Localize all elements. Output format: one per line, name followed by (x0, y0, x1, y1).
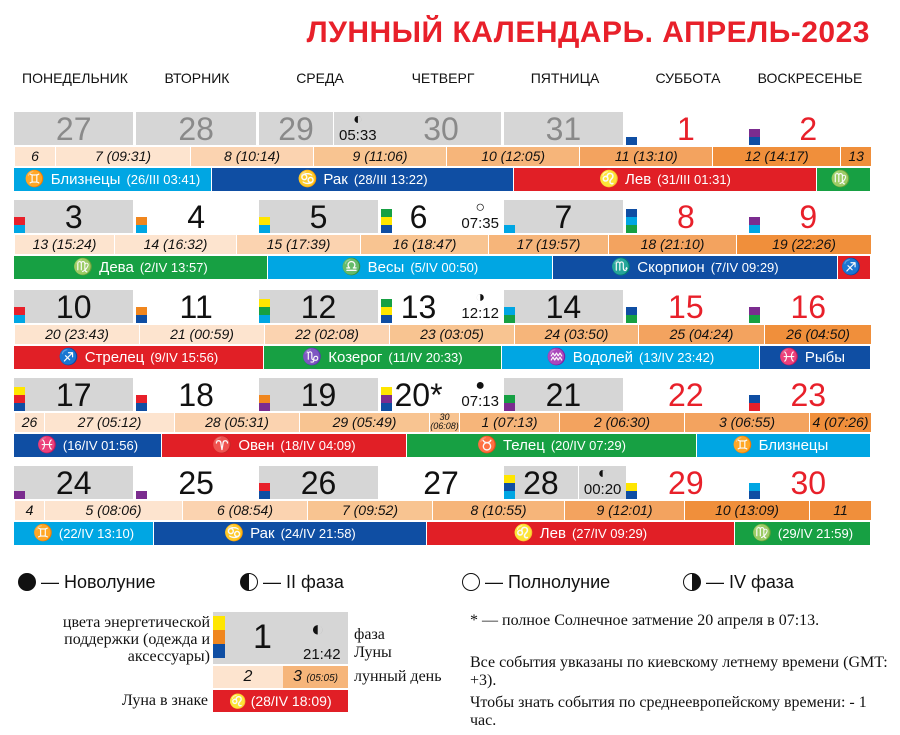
energy-color-markers (504, 395, 515, 411)
day-cell (259, 290, 378, 323)
lunar-day: 11 (809, 501, 871, 520)
zodiac-sign-icon: ♊ (32, 525, 53, 542)
moon-phase-icon: ○ (475, 199, 486, 216)
day-number: 22 (668, 378, 704, 411)
zodiac-entry-date: (20/IV 07:29) (550, 438, 626, 453)
energy-color-markers (749, 217, 760, 233)
day-number: 23 (790, 378, 827, 411)
day-number: 28 (178, 112, 214, 145)
zodiac-entry-date: (7/IV 09:29) (710, 260, 779, 275)
day-number: 3 (64, 200, 83, 233)
weekday-label: ВОСКРЕСЕНЬЕ (757, 70, 863, 86)
zodiac-sign-name: Близнецы (50, 171, 121, 188)
day-number: 20* (394, 378, 443, 411)
zodiac-segment (553, 256, 837, 279)
moon-phase-time: 07:13 (461, 393, 499, 410)
day-number: 14 (545, 290, 582, 323)
day-cell (504, 200, 623, 233)
lunar-day: 30 (06:08) (430, 413, 459, 431)
legend-full-moon (462, 572, 610, 593)
moon-phase (457, 290, 504, 323)
day-number: 15 (668, 290, 704, 323)
lunar-day: 2 (06:30) (559, 413, 684, 432)
lunar-day: 17 (19:57) (488, 235, 608, 254)
moon-phase-time: 07:35 (461, 215, 499, 232)
day-cell (136, 112, 255, 145)
day-cell (259, 112, 333, 145)
day-number: 27 (55, 112, 92, 145)
zodiac-sign-name: Дева (99, 259, 134, 276)
day-cell (136, 290, 255, 323)
day-cell (136, 378, 255, 411)
legend-last-quarter-label: — IV фаза (706, 572, 794, 592)
lunar-day: 8 (10:55) (432, 501, 564, 520)
zodiac-sign-name: Рак (250, 525, 275, 542)
moon-phase-icon: ◐ (352, 111, 363, 128)
day-cell (626, 466, 745, 499)
lunar-day: 10 (13:09) (684, 501, 809, 520)
moon-phase (457, 200, 504, 233)
day-cell (504, 378, 623, 411)
zodiac-sign-name: Овен (238, 437, 275, 454)
sample-lunar-day-label: лунный день (354, 668, 442, 685)
day-cell (381, 290, 455, 323)
energy-color-markers (259, 395, 270, 411)
legend-full-moon-label: — Полнолуние (485, 572, 611, 592)
zodiac-sign-icon: ♓ (36, 437, 57, 454)
zodiac-segment (502, 346, 759, 369)
energy-color-markers (136, 217, 147, 233)
day-cell (259, 200, 378, 233)
sample-sign-date: (28/IV 18:09) (250, 693, 332, 709)
day-number: 30 (423, 112, 459, 145)
day-cell (626, 290, 745, 323)
sample-lunar-day-a: 2 (213, 666, 283, 688)
day-cell (136, 466, 255, 499)
day-number: 28 (523, 466, 559, 499)
new-moon-icon (18, 573, 36, 591)
day-cell (749, 112, 868, 145)
day-cell (14, 290, 133, 323)
zodiac-sign-icon: ♈ (212, 437, 233, 454)
lunar-day: 5 (08:06) (44, 501, 182, 520)
day-number: 5 (309, 200, 328, 233)
day-number: 11 (179, 290, 213, 323)
lunar-day: 12 (14:17) (712, 147, 840, 166)
zodiac-entry-date: (9/IV 15:56) (150, 350, 219, 365)
moon-phase-icon: ◐ (597, 465, 608, 482)
zodiac-sign-name: Рыбы (804, 349, 846, 366)
day-cell (136, 200, 255, 233)
zodiac-segment (14, 434, 161, 457)
moon-phase-time: 12:12 (461, 305, 499, 322)
day-cell (381, 466, 500, 499)
lunar-day: 21 (00:59) (139, 325, 264, 344)
sample-sign-bar (213, 690, 348, 712)
lunar-day: 18 (21:10) (608, 235, 736, 254)
moon-phase-icon: ◑ (475, 289, 486, 306)
zodiac-entry-date: (5/IV 00:50) (410, 260, 479, 275)
day-number: 13 (400, 290, 437, 323)
weekday-label: ВТОРНИК (164, 70, 230, 86)
energy-color-markers (626, 483, 637, 499)
sample-day-number: 1 (253, 618, 272, 656)
day-cell (259, 378, 378, 411)
weekday-label: ПОНЕДЕЛЬНИК (22, 70, 128, 86)
weekday-label: СРЕДА (296, 70, 344, 86)
zodiac-segment (514, 168, 816, 191)
zodiac-entry-date: (24/IV 21:58) (280, 526, 356, 541)
energy-color-markers (504, 225, 515, 233)
zodiac-entry-date: (22/IV 13:10) (58, 526, 135, 541)
day-number: 25 (178, 466, 214, 499)
day-cell (14, 112, 133, 145)
zodiac-segment (162, 434, 406, 457)
legend-last-quarter (683, 572, 794, 593)
legend-first-quarter (240, 572, 344, 593)
zodiac-sign-icon: ♏ (611, 259, 632, 276)
sample-sign-icon: ♌ (229, 693, 247, 709)
energy-color-markers (504, 475, 515, 499)
moon-phase (334, 112, 381, 145)
moon-phase-time: 00:20 (583, 481, 622, 498)
zodiac-segment (407, 434, 696, 457)
zodiac-sign-icon: ♒ (546, 349, 567, 366)
zodiac-sign-icon: ♊ (24, 171, 45, 188)
full-moon-icon (462, 573, 480, 591)
weekday-label: СУББОТА (655, 70, 721, 86)
zodiac-segment (427, 522, 734, 545)
day-cell (504, 290, 623, 323)
day-cell (381, 112, 500, 145)
weekday-label: ЧЕТВЕРГ (411, 70, 475, 86)
zodiac-entry-date: (16/IV 01:56) (62, 438, 139, 453)
sample-lunar-day-b-time: (05:05) (306, 673, 339, 684)
day-cell (14, 200, 133, 233)
sample-sign-label: Луна в знаке (121, 692, 208, 709)
day-cell (749, 200, 868, 233)
zodiac-segment (14, 256, 267, 279)
zodiac-sign-name: Козерог (328, 349, 383, 366)
zodiac-segment (212, 168, 513, 191)
lunar-day: 24 (03:50) (514, 325, 638, 344)
sample-phase-time: 21:42 (303, 646, 341, 663)
zodiac-sign-icon: ♍ (73, 259, 94, 276)
day-cell (749, 378, 868, 411)
moon-phase (457, 378, 504, 411)
day-number: 26 (300, 466, 337, 499)
day-cell (381, 378, 455, 411)
day-number: 27 (423, 466, 459, 499)
day-cell (504, 112, 623, 145)
zodiac-segment (838, 256, 870, 279)
day-number: 16 (790, 290, 827, 323)
zodiac-sign-icon: ♐ (841, 259, 861, 276)
energy-color-markers (381, 299, 392, 323)
calendar-title: ЛУННЫЙ КАЛЕНДАРЬ. АПРЕЛЬ-2023 (306, 16, 870, 49)
day-number: 31 (545, 112, 582, 145)
day-cell (14, 466, 133, 499)
lunar-day: 15 (17:39) (236, 235, 360, 254)
legend-first-quarter-label: — II фаза (263, 572, 344, 592)
energy-color-markers (626, 209, 637, 233)
note-cet-time: Чтобы знать события по среднеевропейскому времени: - 1 час. (470, 694, 867, 729)
lunar-day: 4 (07:26) (809, 413, 871, 432)
sample-energy-label: цвета энергетической поддержки (одежда и аксессуары) (62, 614, 210, 665)
energy-color-markers (136, 395, 147, 411)
lunar-day: 25 (04:24) (638, 325, 764, 344)
day-cell (14, 378, 133, 411)
zodiac-sign-icon: ♓ (778, 349, 799, 366)
day-number: 17 (55, 378, 92, 411)
energy-color-markers (259, 483, 270, 499)
zodiac-sign-name: Рак (323, 171, 348, 188)
sample-phase-label: фаза Луны (354, 626, 392, 661)
day-cell (259, 466, 378, 499)
zodiac-segment (14, 522, 153, 545)
zodiac-sign-icon: ♐ (58, 349, 79, 366)
lunar-day: 7 (09:52) (307, 501, 432, 520)
energy-color-markers (14, 491, 25, 499)
day-number: 9 (799, 200, 818, 233)
zodiac-sign-icon: ♊ (732, 437, 753, 454)
day-number: 7 (554, 200, 573, 233)
zodiac-segment (817, 168, 870, 191)
zodiac-sign-icon: ♌ (513, 525, 534, 542)
zodiac-entry-date: (18/IV 04:09) (280, 438, 356, 453)
legend-new-moon-label: — Новолуние (41, 572, 156, 592)
day-cell (504, 466, 578, 499)
zodiac-segment (14, 346, 263, 369)
lunar-day: 10 (12:05) (446, 147, 579, 166)
sample-lunar-day-b (283, 666, 348, 688)
energy-color-markers (749, 483, 760, 499)
zodiac-segment (154, 522, 426, 545)
zodiac-segment (14, 168, 211, 191)
lunar-day: 20 (23:43) (14, 325, 139, 344)
note-kyiv-time: Все события увказаны по киевскому летнему времени (GMT: +3). (470, 654, 888, 689)
zodiac-sign-name: Лев (625, 171, 652, 188)
energy-color-markers (749, 307, 760, 323)
zodiac-sign-name: Водолей (572, 349, 634, 366)
lunar-day: 6 (14, 147, 55, 166)
lunar-day: 26 (14, 413, 44, 432)
lunar-day: 13 (840, 147, 871, 166)
day-cell (626, 112, 745, 145)
zodiac-segment (697, 434, 870, 457)
zodiac-sign-name: Телец (502, 437, 545, 454)
zodiac-sign-icon: ♑ (302, 349, 323, 366)
lunar-day: 9 (11:06) (313, 147, 446, 166)
energy-color-markers (259, 217, 270, 233)
energy-color-markers (136, 307, 147, 323)
zodiac-segment (264, 346, 501, 369)
sample-markers (213, 616, 225, 658)
energy-color-markers (14, 387, 25, 411)
lunar-day: 4 (14, 501, 44, 520)
zodiac-sign-icon: ♋ (297, 171, 318, 188)
energy-color-markers (626, 307, 637, 323)
sample-phase-icon: ◐ (311, 616, 325, 641)
zodiac-sign-icon: ♋ (224, 525, 245, 542)
zodiac-entry-date: (26/III 03:41) (126, 172, 201, 187)
lunar-day: 7 (09:31) (55, 147, 190, 166)
day-number: 12 (300, 290, 337, 323)
zodiac-sign-icon: ♍ (830, 171, 851, 188)
energy-color-markers (259, 299, 270, 323)
zodiac-entry-date: (11/IV 20:33) (388, 350, 463, 365)
weekday-label: ПЯТНИЦА (530, 70, 600, 86)
day-number: 24 (55, 466, 92, 499)
moon-phase (579, 466, 626, 499)
zodiac-entry-date: (13/IV 23:42) (639, 350, 715, 365)
zodiac-segment (268, 256, 552, 279)
lunar-day: 19 (22:26) (736, 235, 871, 254)
day-number: 8 (676, 200, 695, 233)
lunar-day: 29 (05:49) (299, 413, 429, 432)
zodiac-entry-date: (28/III 13:22) (353, 172, 428, 187)
sample-cell (213, 612, 348, 712)
zodiac-sign-icon: ♉ (477, 437, 497, 454)
note-eclipse: * — полное Солнечное затмение 20 апреля в 07:13. (470, 612, 820, 629)
day-cell (626, 378, 745, 411)
zodiac-sign-name: Скорпион (637, 259, 705, 276)
last-quarter-icon (683, 573, 701, 591)
lunar-day: 11 (13:10) (579, 147, 712, 166)
energy-color-markers (504, 307, 515, 323)
energy-color-markers (381, 209, 392, 233)
zodiac-segment (760, 346, 870, 369)
legend-new-moon (18, 572, 156, 593)
zodiac-sign-name: Лев (539, 525, 566, 542)
zodiac-entry-date: (31/III 01:31) (657, 172, 731, 187)
day-number: 6 (409, 200, 428, 233)
lunar-day: 8 (10:14) (190, 147, 313, 166)
zodiac-sign-icon: ♌ (599, 171, 620, 188)
day-number: 4 (187, 200, 206, 233)
lunar-day: 28 (05:31) (174, 413, 299, 432)
day-cell (626, 200, 745, 233)
lunar-day: 23 (03:05) (389, 325, 514, 344)
energy-color-markers (381, 387, 392, 411)
day-number: 29 (668, 466, 704, 499)
day-number: 1 (676, 112, 695, 145)
lunar-day: 22 (02:08) (264, 325, 389, 344)
energy-color-markers (626, 137, 637, 145)
zodiac-sign-name: Весы (367, 259, 405, 276)
first-quarter-icon (240, 573, 258, 591)
lunar-day: 6 (08:54) (182, 501, 307, 520)
energy-color-markers (749, 129, 760, 145)
lunar-day: 26 (04:50) (764, 325, 871, 344)
day-number: 30 (790, 466, 827, 499)
zodiac-entry-date: (2/IV 13:57) (139, 260, 208, 275)
moon-phase-time: 05:33 (339, 127, 377, 144)
moon-phase-icon: ● (475, 377, 486, 394)
day-number: 2 (799, 112, 818, 145)
energy-color-markers (14, 217, 25, 233)
zodiac-sign-icon: ♍ (751, 525, 772, 542)
lunar-day: 14 (16:32) (114, 235, 236, 254)
sample-lunar-day-b-num: 3 (292, 668, 302, 685)
day-cell (381, 200, 455, 233)
lunar-day: 1 (07:13) (459, 413, 559, 432)
day-number: 18 (178, 378, 214, 411)
lunar-day: 27 (05:12) (44, 413, 174, 432)
zodiac-entry-date: (29/IV 21:59) (777, 526, 854, 541)
lunar-day: 3 (06:55) (684, 413, 809, 432)
zodiac-sign-name: Стрелец (84, 349, 145, 366)
day-number: 10 (55, 290, 92, 323)
energy-color-markers (14, 307, 25, 323)
zodiac-entry-date: (27/IV 09:29) (571, 526, 648, 541)
energy-color-markers (749, 395, 760, 411)
lunar-day: 16 (18:47) (360, 235, 488, 254)
day-number: 29 (278, 112, 314, 145)
lunar-day: 9 (12:01) (564, 501, 684, 520)
day-number: 21 (545, 378, 582, 411)
lunar-day: 13 (15:24) (14, 235, 114, 254)
zodiac-sign-name: Близнецы (758, 437, 829, 454)
day-number: 19 (300, 378, 337, 411)
zodiac-segment (735, 522, 870, 545)
day-cell (749, 290, 868, 323)
day-cell (749, 466, 868, 499)
zodiac-sign-icon: ♎ (341, 259, 362, 276)
energy-color-markers (136, 491, 147, 499)
